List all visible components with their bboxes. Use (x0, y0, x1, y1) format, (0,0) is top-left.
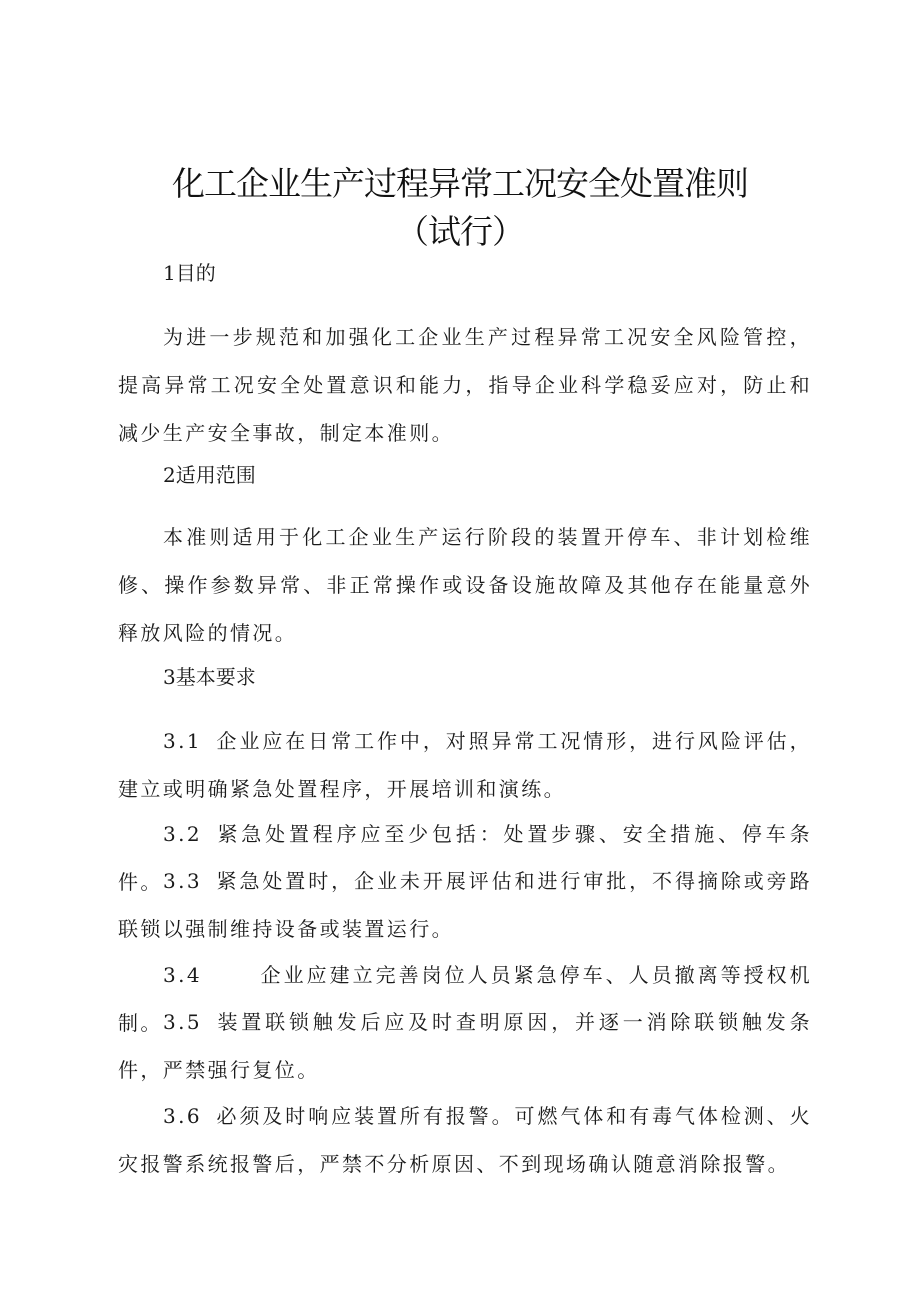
clause-number: 3.6 (163, 1104, 203, 1128)
paragraph-scope: 本准则适用于化工企业生产运行阶段的装置开停车、非计划检维修、操作参数异常、非正常操作或设备设施故障及其他存在能量意外释放风险的情况。 (118, 525, 812, 645)
clause-number: 3.2 (163, 822, 203, 846)
clause-text: 企业应在日常工作中，对照异常工况情形，进行风险评估，建立或明确紧急处置程序，开展培训和演练。 (118, 729, 812, 801)
clause-text: 紧急处置程序应至少包括：处置步骤、安全措施、停车条件。 (118, 822, 812, 894)
section-heading-scope: 2适用范围 (163, 463, 256, 487)
clause-number: 3.1 (163, 729, 203, 753)
clause-text: 企业应建立完善岗位人员紧急停车、人员撤离等授权机制。 (118, 963, 812, 1035)
clause-text: 必须及时响应装置所有报警。可燃气体和有毒气体检测、火灾报警系统报警后，严禁不分析原因、不到现场确认随意消除报警。 (118, 1104, 812, 1176)
clause-number: 3.3 (163, 869, 203, 893)
clause-3-3 (118, 857, 812, 953)
clause-3-6 (118, 1092, 812, 1188)
clause-3-1 (118, 717, 812, 813)
clause-3-5 (118, 998, 812, 1094)
paragraph-purpose: 为进一步规范和加强化工企业生产过程异常工况安全风险管控，提高异常工况安全处置意识和能力，指导企业科学稳妥应对，防止和减少生产安全事故，制定本准则。 (118, 325, 812, 445)
section-heading-purpose: 1目的 (163, 261, 216, 285)
document-subtitle: （试行） (396, 212, 524, 251)
clause-text: 装置联锁触发后应及时查明原因，并逐一消除联锁触发条件，严禁强行复位。 (118, 1010, 812, 1082)
clause-text: 紧急处置时，企业未开展评估和进行审批，不得摘除或旁路联锁以强制维持设备或装置运行。 (118, 869, 812, 941)
clause-number: 3.4 (163, 963, 203, 987)
section-heading-basic-requirements: 3基本要求 (163, 665, 256, 689)
clause-number: 3.5 (163, 1010, 203, 1034)
document-title: 化工企业生产过程异常工况安全处置准则 (172, 164, 748, 203)
